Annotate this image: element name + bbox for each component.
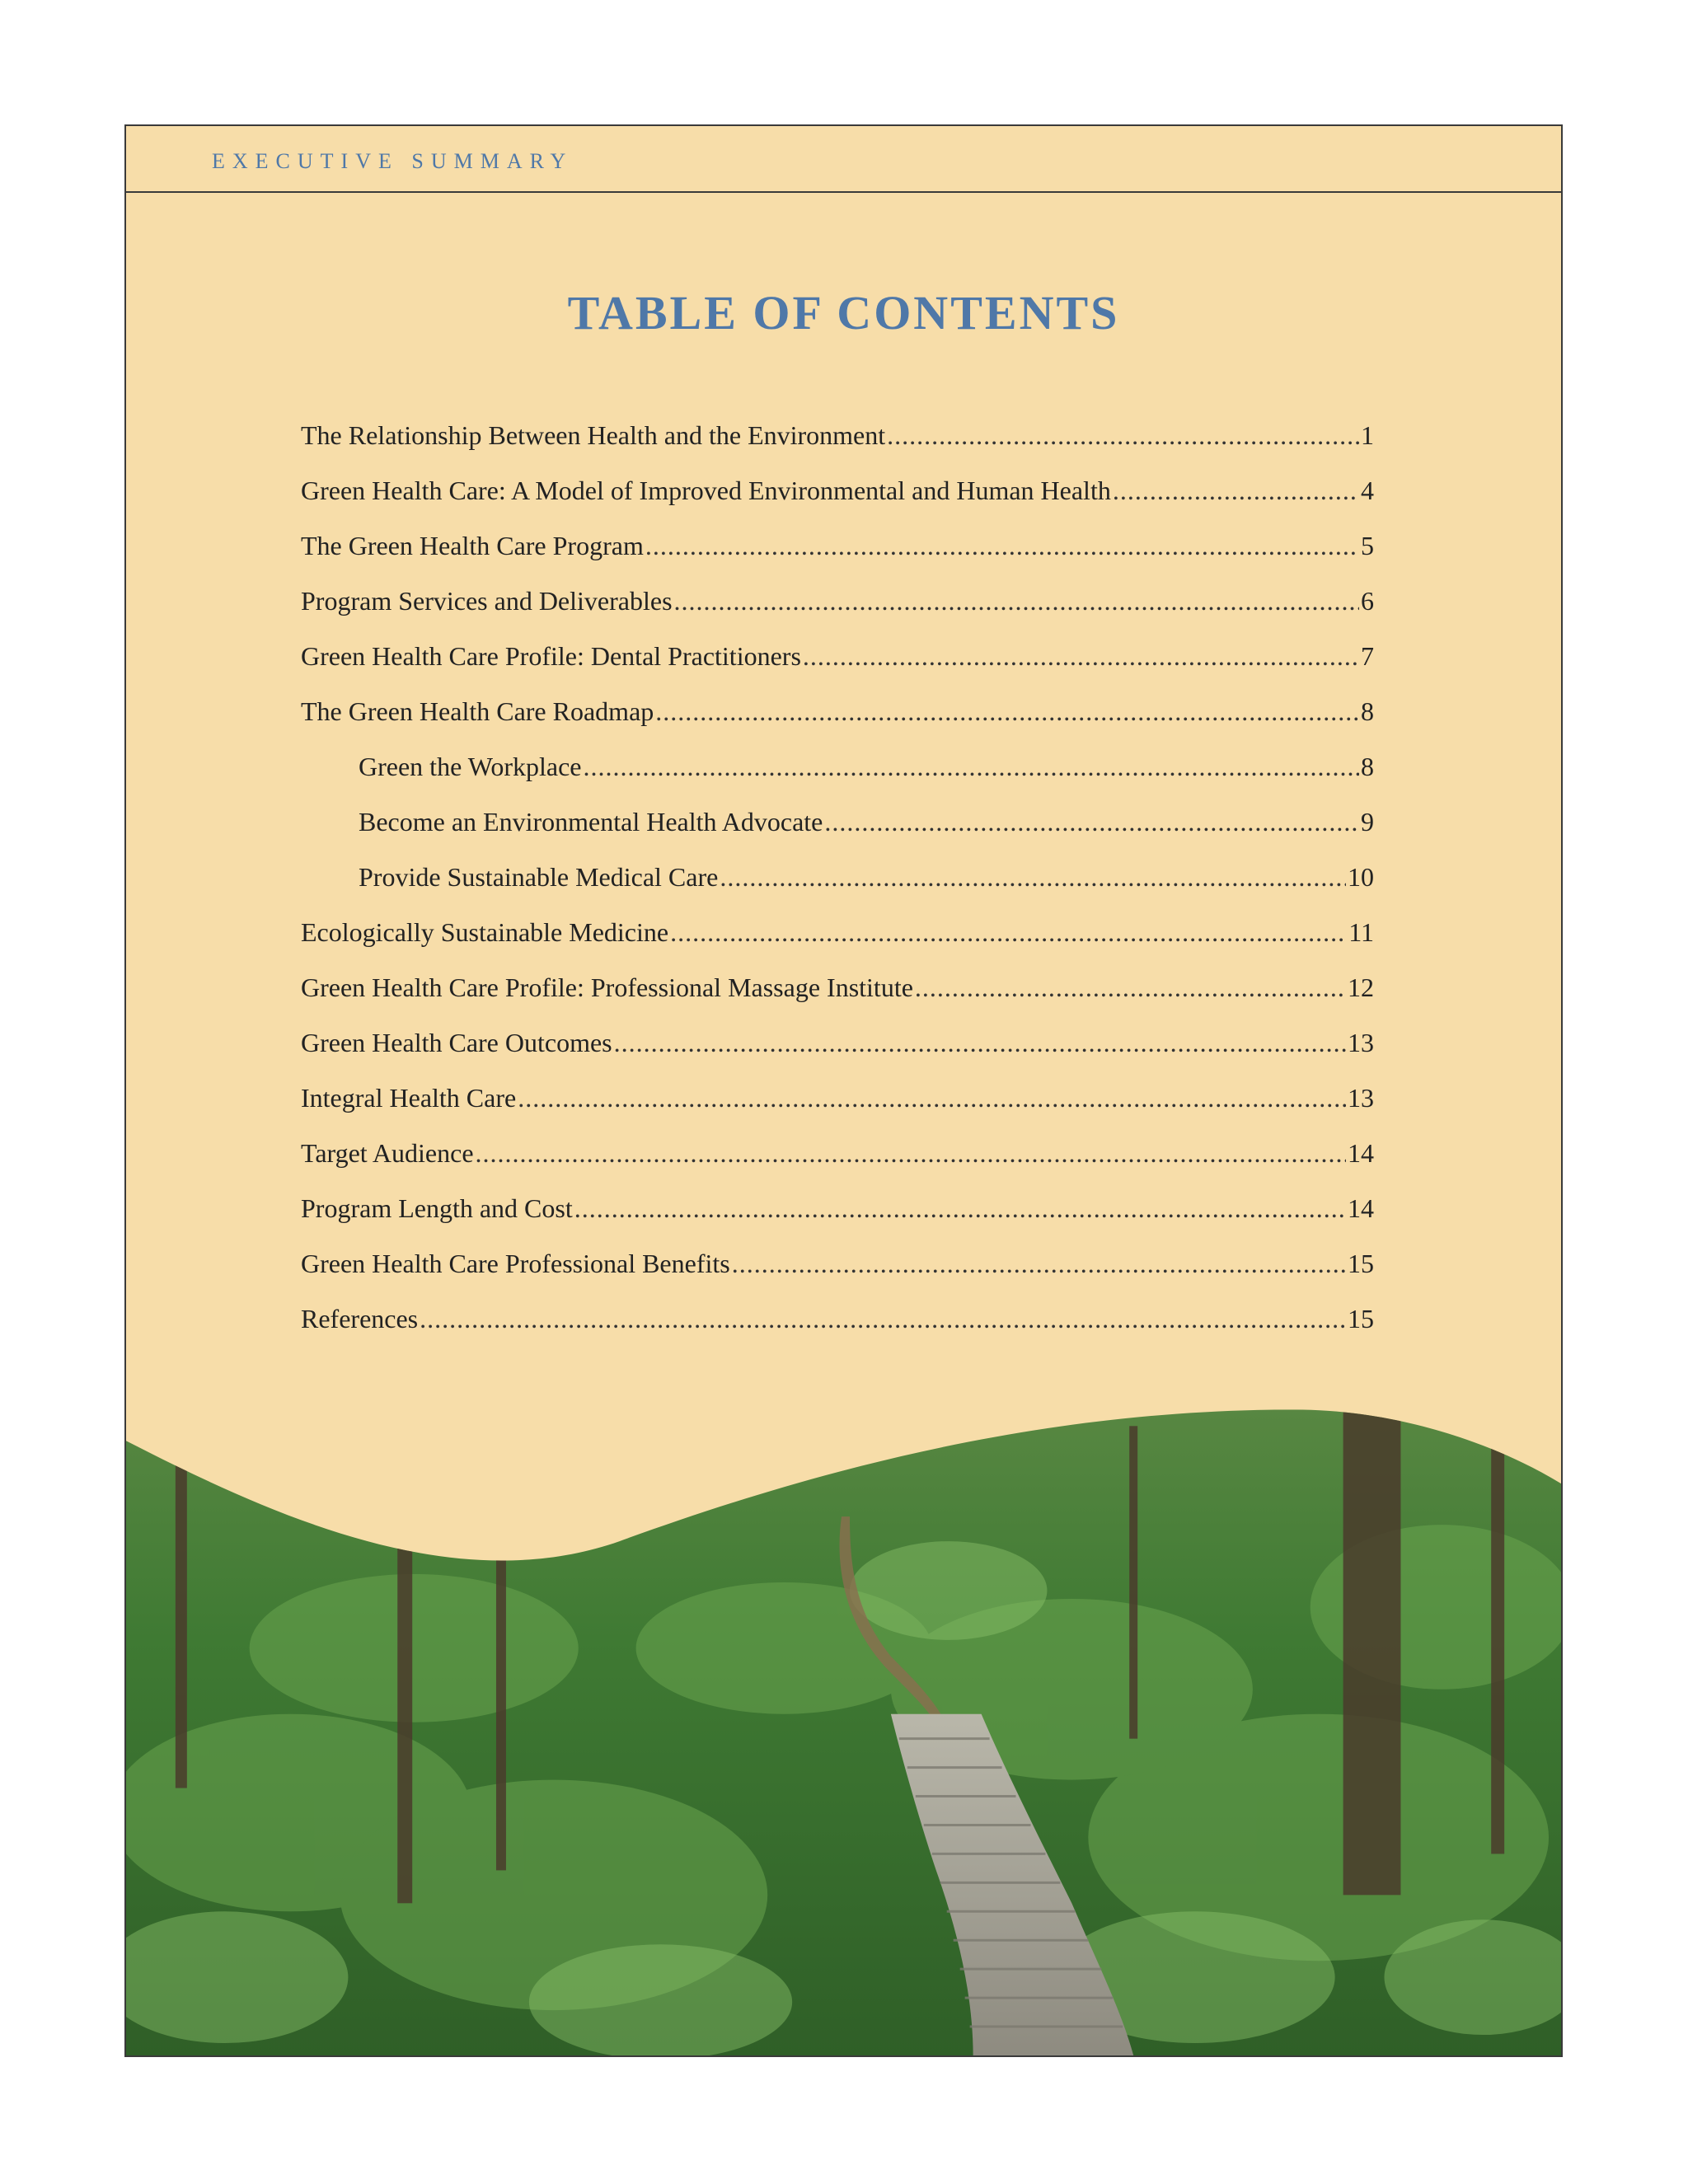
toc-page-number: 5 [1361, 531, 1374, 560]
toc-page-number: 6 [1361, 586, 1374, 616]
toc-entry-title: Provide Sustainable Medical Care [359, 862, 719, 892]
toc-page-number: 7 [1361, 641, 1374, 671]
toc-page-number: 9 [1361, 807, 1374, 837]
section-label: EXECUTIVE SUMMARY [212, 149, 574, 173]
toc-entry-title: Target Audience [301, 1138, 474, 1168]
toc-entry-title: Green Health Care Outcomes [301, 1028, 612, 1057]
toc-entry-title: Green the Workplace [359, 752, 582, 781]
toc-entry-title: Green Health Care Profile: Dental Practitioners [301, 641, 801, 671]
toc-title: TABLE OF CONTENTS [567, 286, 1120, 340]
toc-entry-title: Program Services and Deliverables [301, 586, 673, 616]
toc-page-number: 8 [1361, 696, 1374, 726]
toc-page-number: 14 [1348, 1193, 1374, 1223]
toc-entry-title: Green Health Care: A Model of Improved Environmental and Human Health [301, 476, 1111, 505]
toc-page-number: 8 [1361, 752, 1374, 781]
toc-entry-title: References [301, 1304, 419, 1333]
toc-page-number: 15 [1348, 1304, 1374, 1333]
toc-page-number: 14 [1348, 1138, 1374, 1168]
toc-entry-title: Green Health Care Professional Benefits [301, 1249, 730, 1278]
toc-entry-title: Green Health Care Profile: Professional Massage Institute [301, 972, 913, 1002]
toc-page-number: 11 [1348, 917, 1374, 947]
toc-entry-title: Become an Environmental Health Advocate [359, 807, 823, 837]
toc-page-number: 13 [1348, 1028, 1374, 1057]
page-frame [124, 124, 1563, 2057]
toc-page-number: 15 [1348, 1249, 1374, 1278]
toc-entry-title: The Relationship Between Health and the Environment [301, 420, 886, 450]
toc-page-number: 4 [1361, 476, 1374, 505]
toc-entry-title: Integral Health Care [301, 1083, 517, 1113]
toc-entry-title: The Green Health Care Roadmap [301, 696, 654, 726]
forest-boardwalk-photo [126, 126, 1561, 2055]
toc-page-number: 12 [1348, 972, 1374, 1002]
toc-page-number: 13 [1348, 1083, 1374, 1113]
toc-page-number: 1 [1361, 420, 1374, 450]
toc-entry-title: Program Length and Cost [301, 1193, 573, 1223]
toc-entry-title: The Green Health Care Program [301, 531, 644, 560]
toc-page-number: 10 [1348, 862, 1374, 892]
toc-entry-title: Ecologically Sustainable Medicine [301, 917, 669, 947]
